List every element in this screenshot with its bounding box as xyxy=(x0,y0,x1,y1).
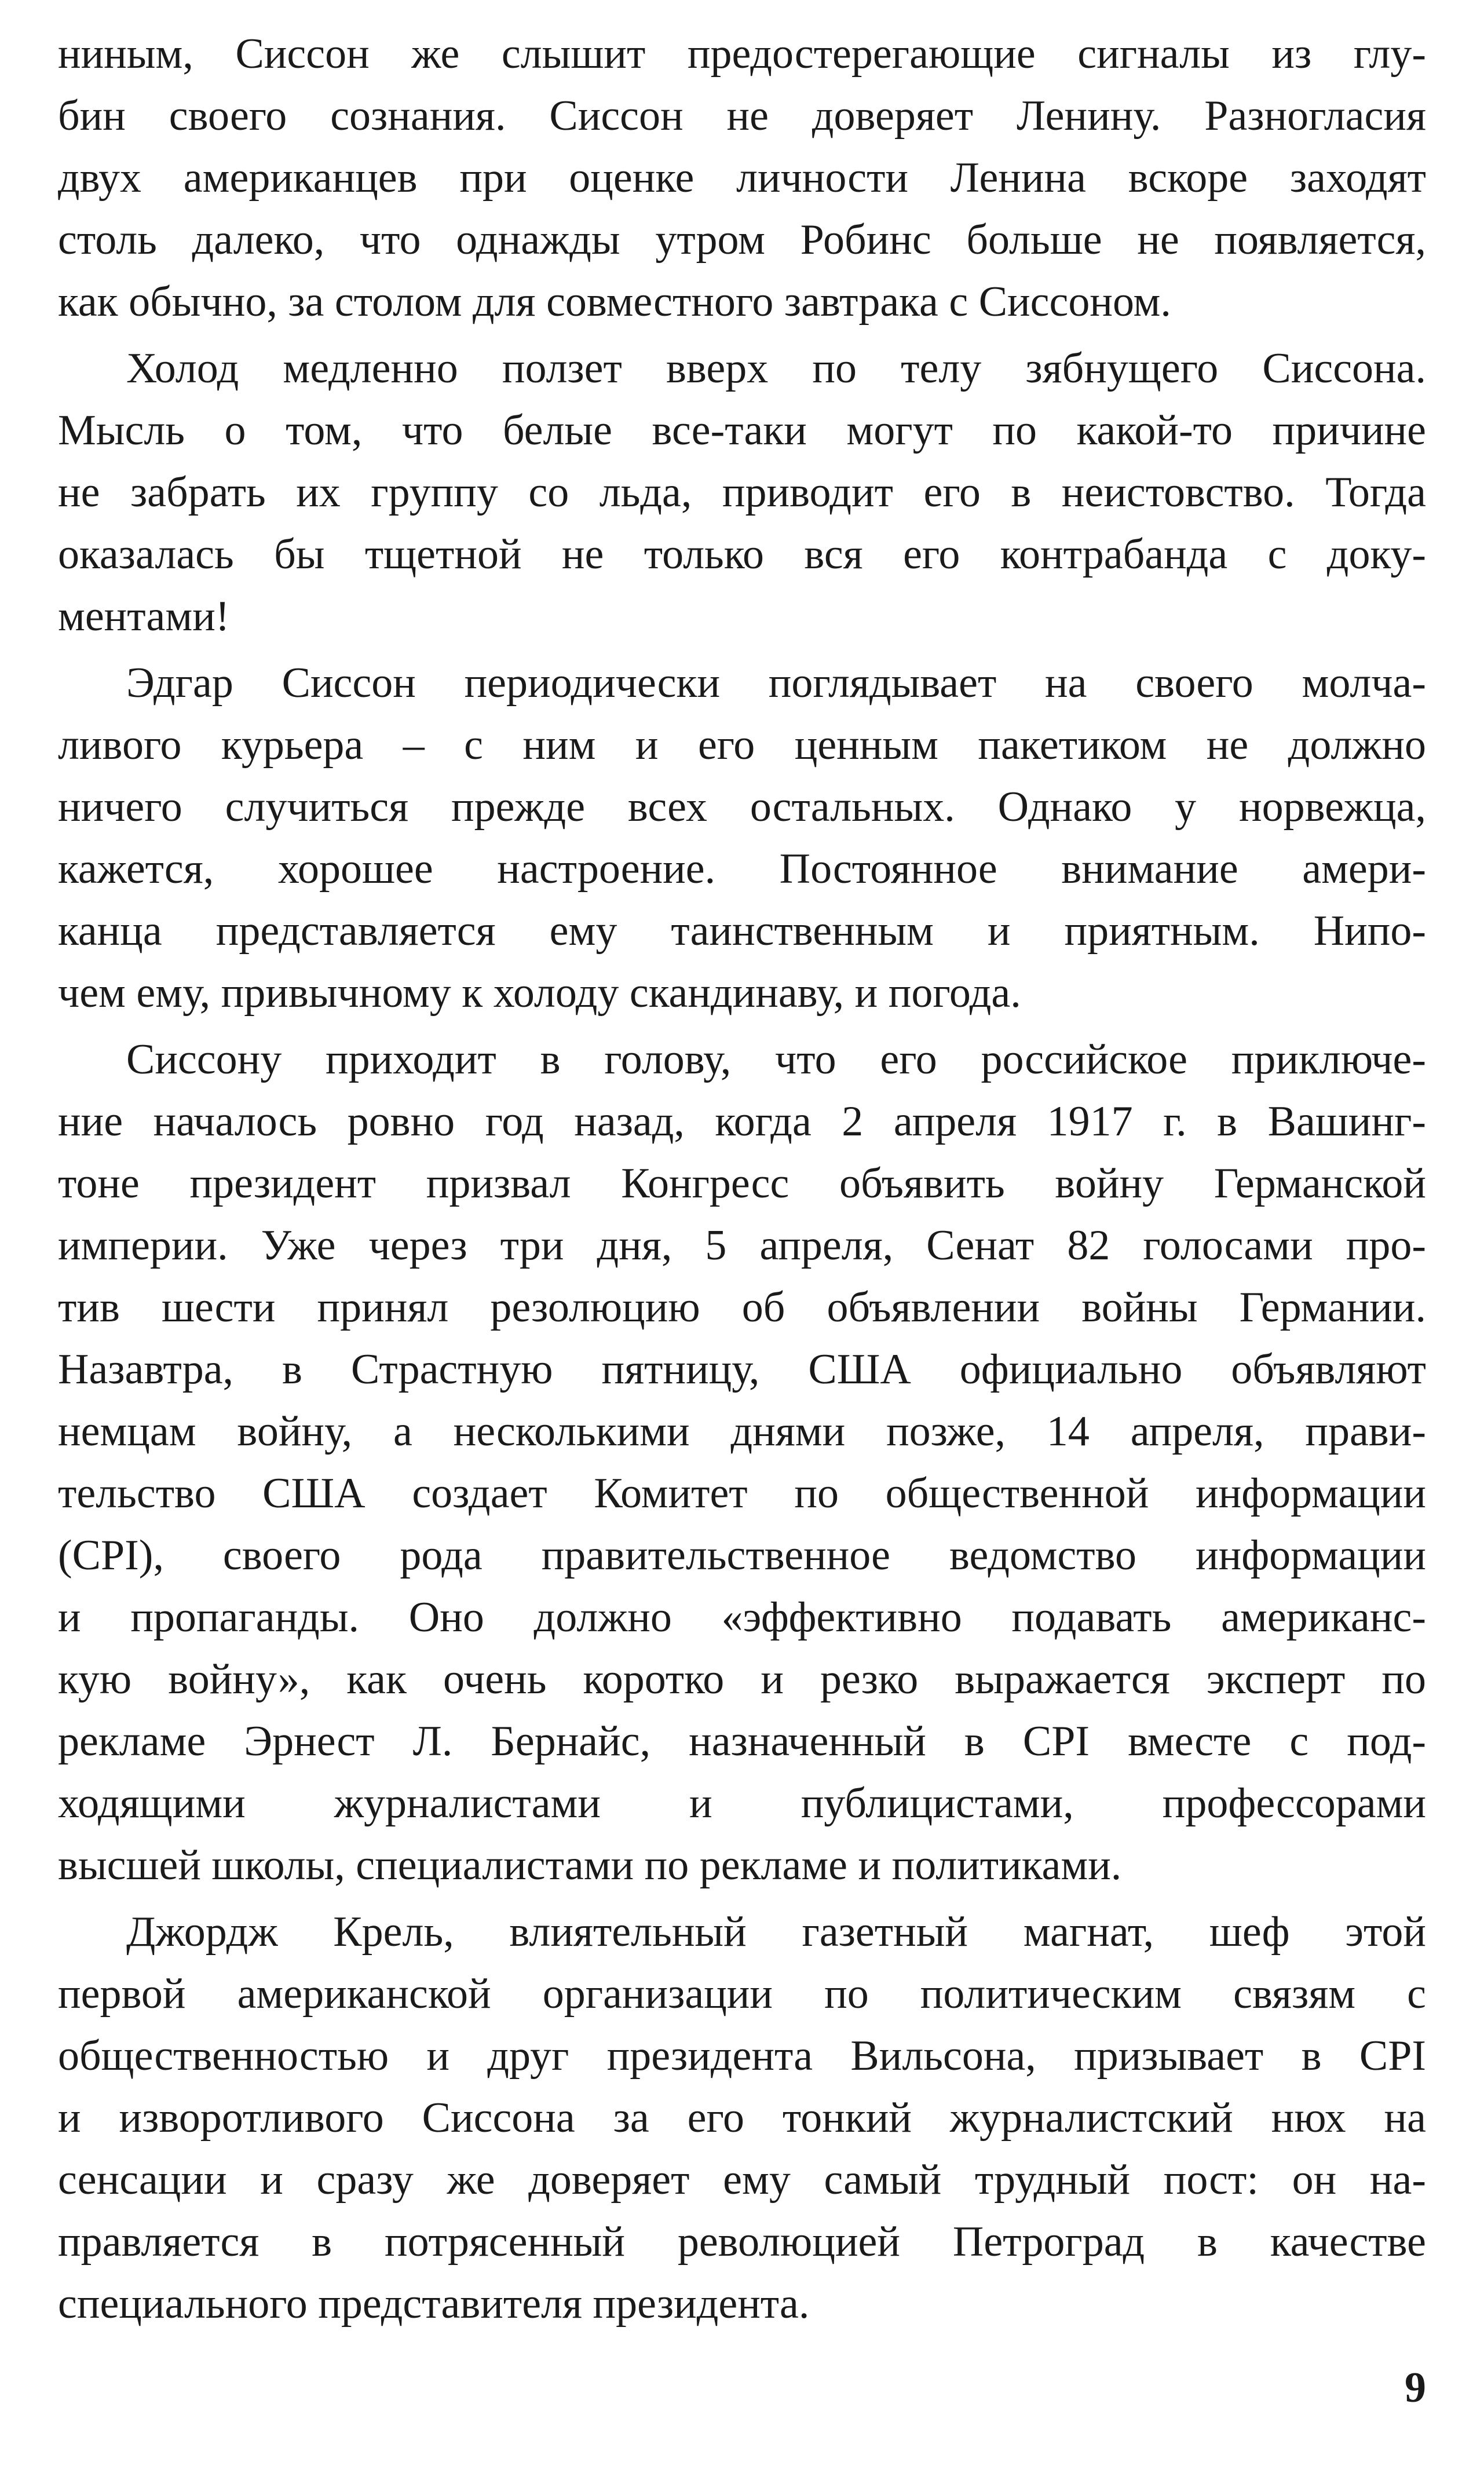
paragraph-3 xyxy=(58,652,1426,1024)
text-line: кую войну», как очень коротко и резко выражается эксперт по xyxy=(58,1656,1426,1703)
body-text xyxy=(58,23,1426,2335)
text-line: империи. Уже через три дня, 5 апреля, Сенат 82 голосами про- xyxy=(58,1222,1426,1269)
paragraph-5 xyxy=(58,1901,1426,2335)
text-line: специального представителя президента. xyxy=(58,2280,810,2328)
text-line: ментами! xyxy=(58,593,230,640)
text-line: чем ему, привычному к холоду скандинаву, и погода. xyxy=(58,969,1021,1017)
text-line: кажется, хорошее настроение. Постоянное внимание амери- xyxy=(58,845,1426,893)
text-line: рекламе Эрнест Л. Бернайс, назначенный в CPI вместе с под- xyxy=(58,1718,1426,1765)
text-line: тельство США создает Комитет по общественной информации xyxy=(58,1470,1426,1517)
text-line: ливого курьера – с ним и его ценным пакетиком не должно xyxy=(58,721,1426,769)
text-line: (CPI), своего рода правительственное ведомство информации xyxy=(58,1532,1426,1579)
text-line: двух американцев при оценке личности Ленина вскоре заходят xyxy=(58,154,1426,202)
paragraph-1 xyxy=(58,23,1426,333)
text-line: ниным, Сиссон же слышит предостерегающие сигналы из глу- xyxy=(58,30,1426,78)
text-line: тоне президент призвал Конгресс объявить войну Германской xyxy=(58,1160,1426,1207)
text-line: общественностью и друг президента Вильсона, призывает в CPI xyxy=(58,2032,1426,2080)
text-line: Мысль о том, что белые все-таки могут по какой-то причине xyxy=(58,407,1426,454)
text-line: Сиссону приходит в голову, что его российское приключе- xyxy=(126,1036,1426,1083)
page-number: 9 xyxy=(1405,2364,1426,2412)
text-line: и пропаганды. Оно должно «эффективно подавать американс- xyxy=(58,1594,1426,1641)
text-line: Эдгар Сиссон периодически поглядывает на своего молча- xyxy=(126,659,1426,707)
paragraph-2 xyxy=(58,338,1426,648)
text-line: Холод медленно ползет вверх по телу зябнущего Сиссона. xyxy=(126,345,1426,392)
text-line: ходящими журналистами и публицистами, профессорами xyxy=(58,1780,1426,1827)
text-line: канца представляется ему таинственным и приятным. Нипо- xyxy=(58,907,1426,955)
text-line: ние началось ровно год назад, когда 2 апреля 1917 г. в Вашинг- xyxy=(58,1098,1426,1145)
text-line: столь далеко, что однажды утром Робинс больше не появляется, xyxy=(58,216,1426,264)
text-line: правляется в потрясенный революцией Петроград в качестве xyxy=(58,2218,1426,2266)
text-line: не забрать их группу со льда, приводит его в неистовство. Тогда xyxy=(58,469,1426,516)
text-line: как обычно, за столом для совместного завтрака с Сиссоном. xyxy=(58,278,1171,326)
text-line: Джордж Крель, влиятельный газетный магнат, шеф этой xyxy=(126,1908,1426,1956)
text-line: и изворотливого Сиссона за его тонкий журналистский нюх на xyxy=(58,2094,1426,2142)
text-line: бин своего сознания. Сиссон не доверяет Ленину. Разногласия xyxy=(58,92,1426,140)
text-line: первой американской организации по политическим связям с xyxy=(58,1970,1426,2018)
text-line: ничего случиться прежде всех остальных. Однако у норвежца, xyxy=(58,783,1426,831)
text-line: немцам войну, а несколькими днями позже, 14 апреля, прави- xyxy=(58,1408,1426,1455)
text-line: Назавтра, в Страстную пятницу, США официально объявляют xyxy=(58,1346,1426,1393)
text-line: оказалась бы тщетной не только вся его контрабанда с доку- xyxy=(58,531,1426,578)
text-line: тив шести принял резолюцию об объявлении войны Германии. xyxy=(58,1284,1426,1331)
text-line: сенсации и сразу же доверяет ему самый трудный пост: он на- xyxy=(58,2156,1426,2204)
text-line: высшей школы, специалистами по рекламе и политиками. xyxy=(58,1842,1122,1889)
paragraph-4 xyxy=(58,1029,1426,1897)
